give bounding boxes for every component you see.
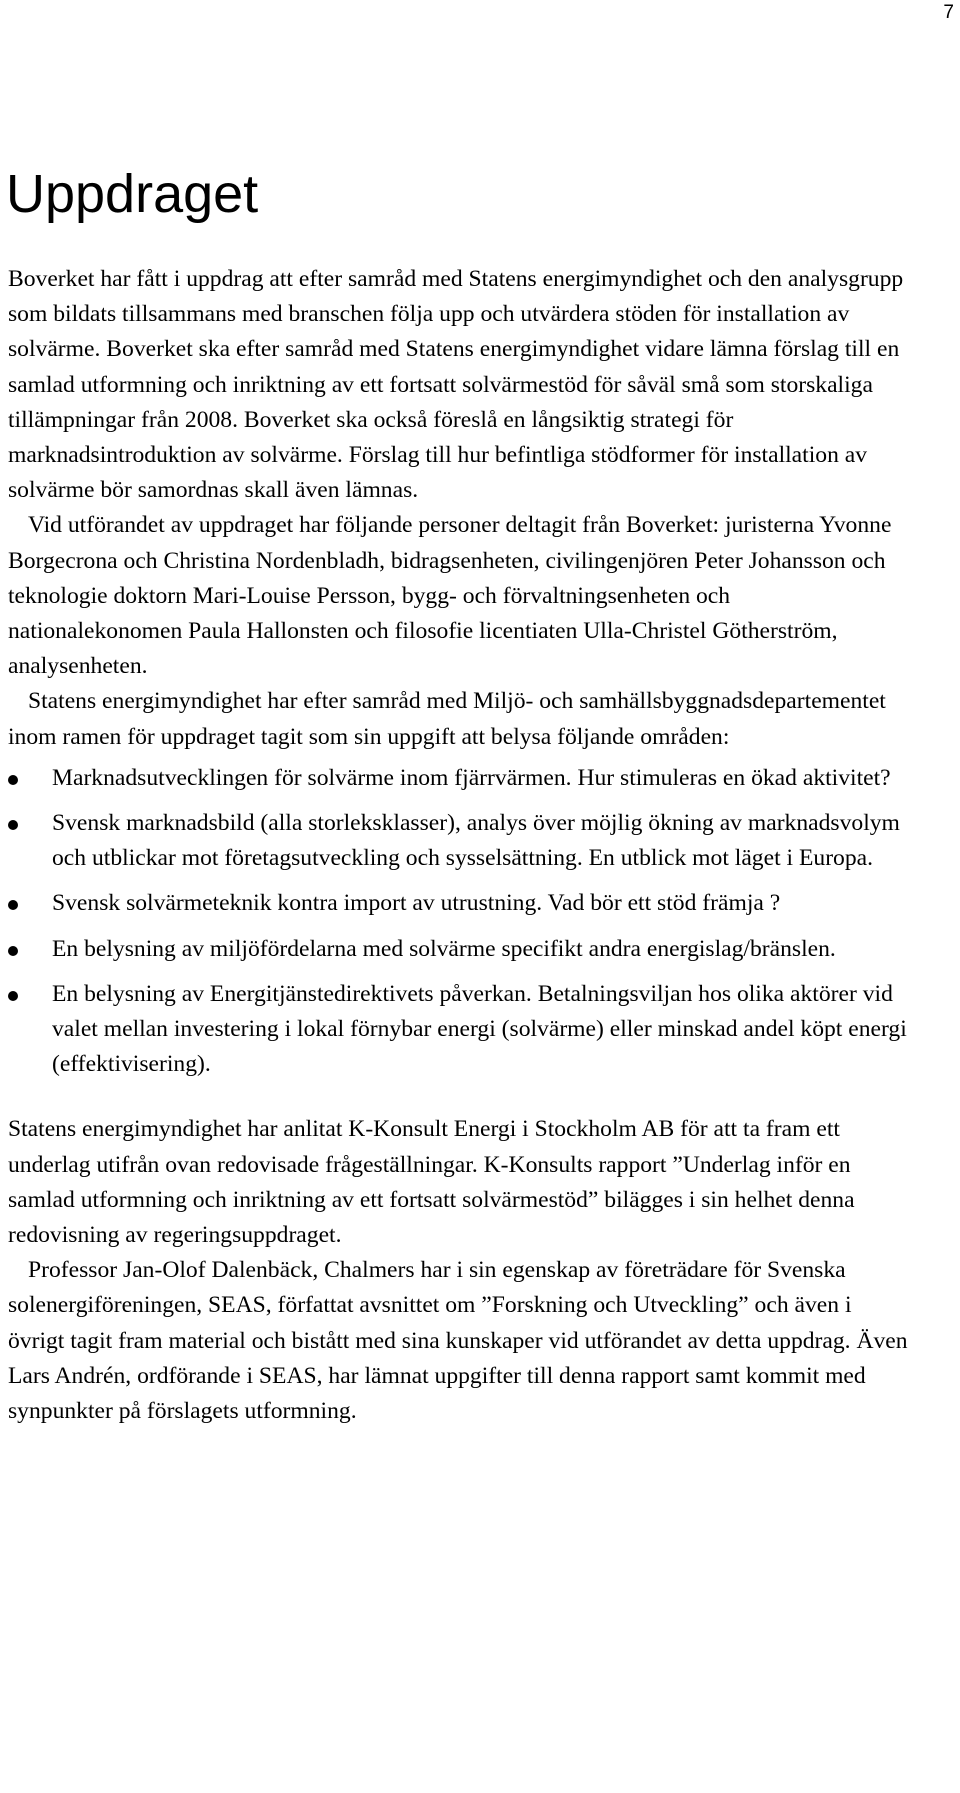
list-item xyxy=(8,761,908,796)
bullet-icon xyxy=(8,775,18,785)
bullet-icon xyxy=(8,900,18,910)
list-item xyxy=(8,932,908,967)
page-number: 7 xyxy=(943,2,954,23)
list-item xyxy=(8,806,908,876)
list-item-text: En belysning av Energitjänstedirektivets påverkan. Betalningsviljan hos olika aktörer vid valet mellan investering i lokal förnybar energi (solvärme) eller minskad andel köpt energi (effektivisering). xyxy=(52,980,907,1078)
bullet-list xyxy=(8,761,908,1083)
list-item xyxy=(8,977,908,1083)
list-item xyxy=(8,886,908,921)
list-item-text: Svensk marknadsbild (alla storleksklasser), analys över möjlig ökning av marknadsvolym och utblickar mot företagsutveckling och sysselsättning. En utblick mot läget i Europa. xyxy=(52,810,900,872)
bullet-icon xyxy=(8,946,18,956)
document-body xyxy=(8,262,908,1429)
paragraph-professor: Professor Jan-Olof Dalenbäck, Chalmers har i sin egenskap av företrädare för Svenska solenergiföreningen, SEAS, författat avsnittet om ”Forskning och Utveckling” och även i övrigt tagit fram material och bistått med sina kunskaper vid utförandet av detta uppdrag. Även Lars Andrén, ordförande i SEAS, har lämnat uppgifter till denna rapport samt kommit med synpunkter på förslagets utformning. xyxy=(8,1257,908,1425)
paragraph-participants: Vid utförandet av uppdraget har följande personer deltagit från Boverket: juristerna Yvonne Borgecrona och Christina Nordenbladh, bidragsenheten, civilingenjören Peter Johansson och teknologie doktorn Mari-Louise Persson, bygg- och förvaltningsenheten och nationalekonomen Paula Hallonsten och filosofie licentiaten Ulla-Christel Götherström, analysenheten. xyxy=(8,512,892,680)
bullet-icon xyxy=(8,820,18,830)
list-item-text: Svensk solvärmeteknik kontra import av utrustning. Vad bör ett stöd främja ? xyxy=(52,890,781,917)
bullet-icon xyxy=(8,991,18,1001)
list-item-text: Marknadsutvecklingen för solvärme inom fjärrvärmen. Hur stimuleras en ökad aktivitet? xyxy=(52,764,891,791)
paragraph-energy-agency: Statens energimyndighet har efter samråd med Miljö- och samhällsbyggnadsdepartementet inom ramen för uppdraget tagit som sin uppgift att belysa följande områden: xyxy=(8,688,886,750)
list-item-text: En belysning av miljöfördelarna med solvärme specifikt andra energislag/bränslen. xyxy=(52,935,836,962)
paragraph-consultant: Statens energimyndighet har anlitat K-Konsult Energi i Stockholm AB för att ta fram ett underlag utifrån ovan redovisade frågeställningar. K-Konsults rapport ”Underlag inför en samlad utformning och inriktning av ett fortsatt solvärmestöd” bilägges i sin helhet denna redovisning av regeringsuppdraget. xyxy=(8,1116,855,1249)
page-title: Uppdraget xyxy=(6,164,259,224)
paragraph-intro: Boverket har fått i uppdrag att efter samråd med Statens energimyndighet och den analysgrupp som bildats tillsammans med branschen följa upp och utvärdera stöden för installation av solvärme. Boverket ska efter samråd med Statens energimyndighet vidare lämna förslag till en samlad utformning och inriktning av ett fortsatt solvärmestöd för såväl små som storskaliga tillämpningar från 2008. Boverket ska också föreslå en långsiktig strategi för marknadsintroduktion av solvärme. Förslag till hur befintliga stödformer för installation av solvärme bör samordnas skall även lämnas. xyxy=(8,266,904,504)
